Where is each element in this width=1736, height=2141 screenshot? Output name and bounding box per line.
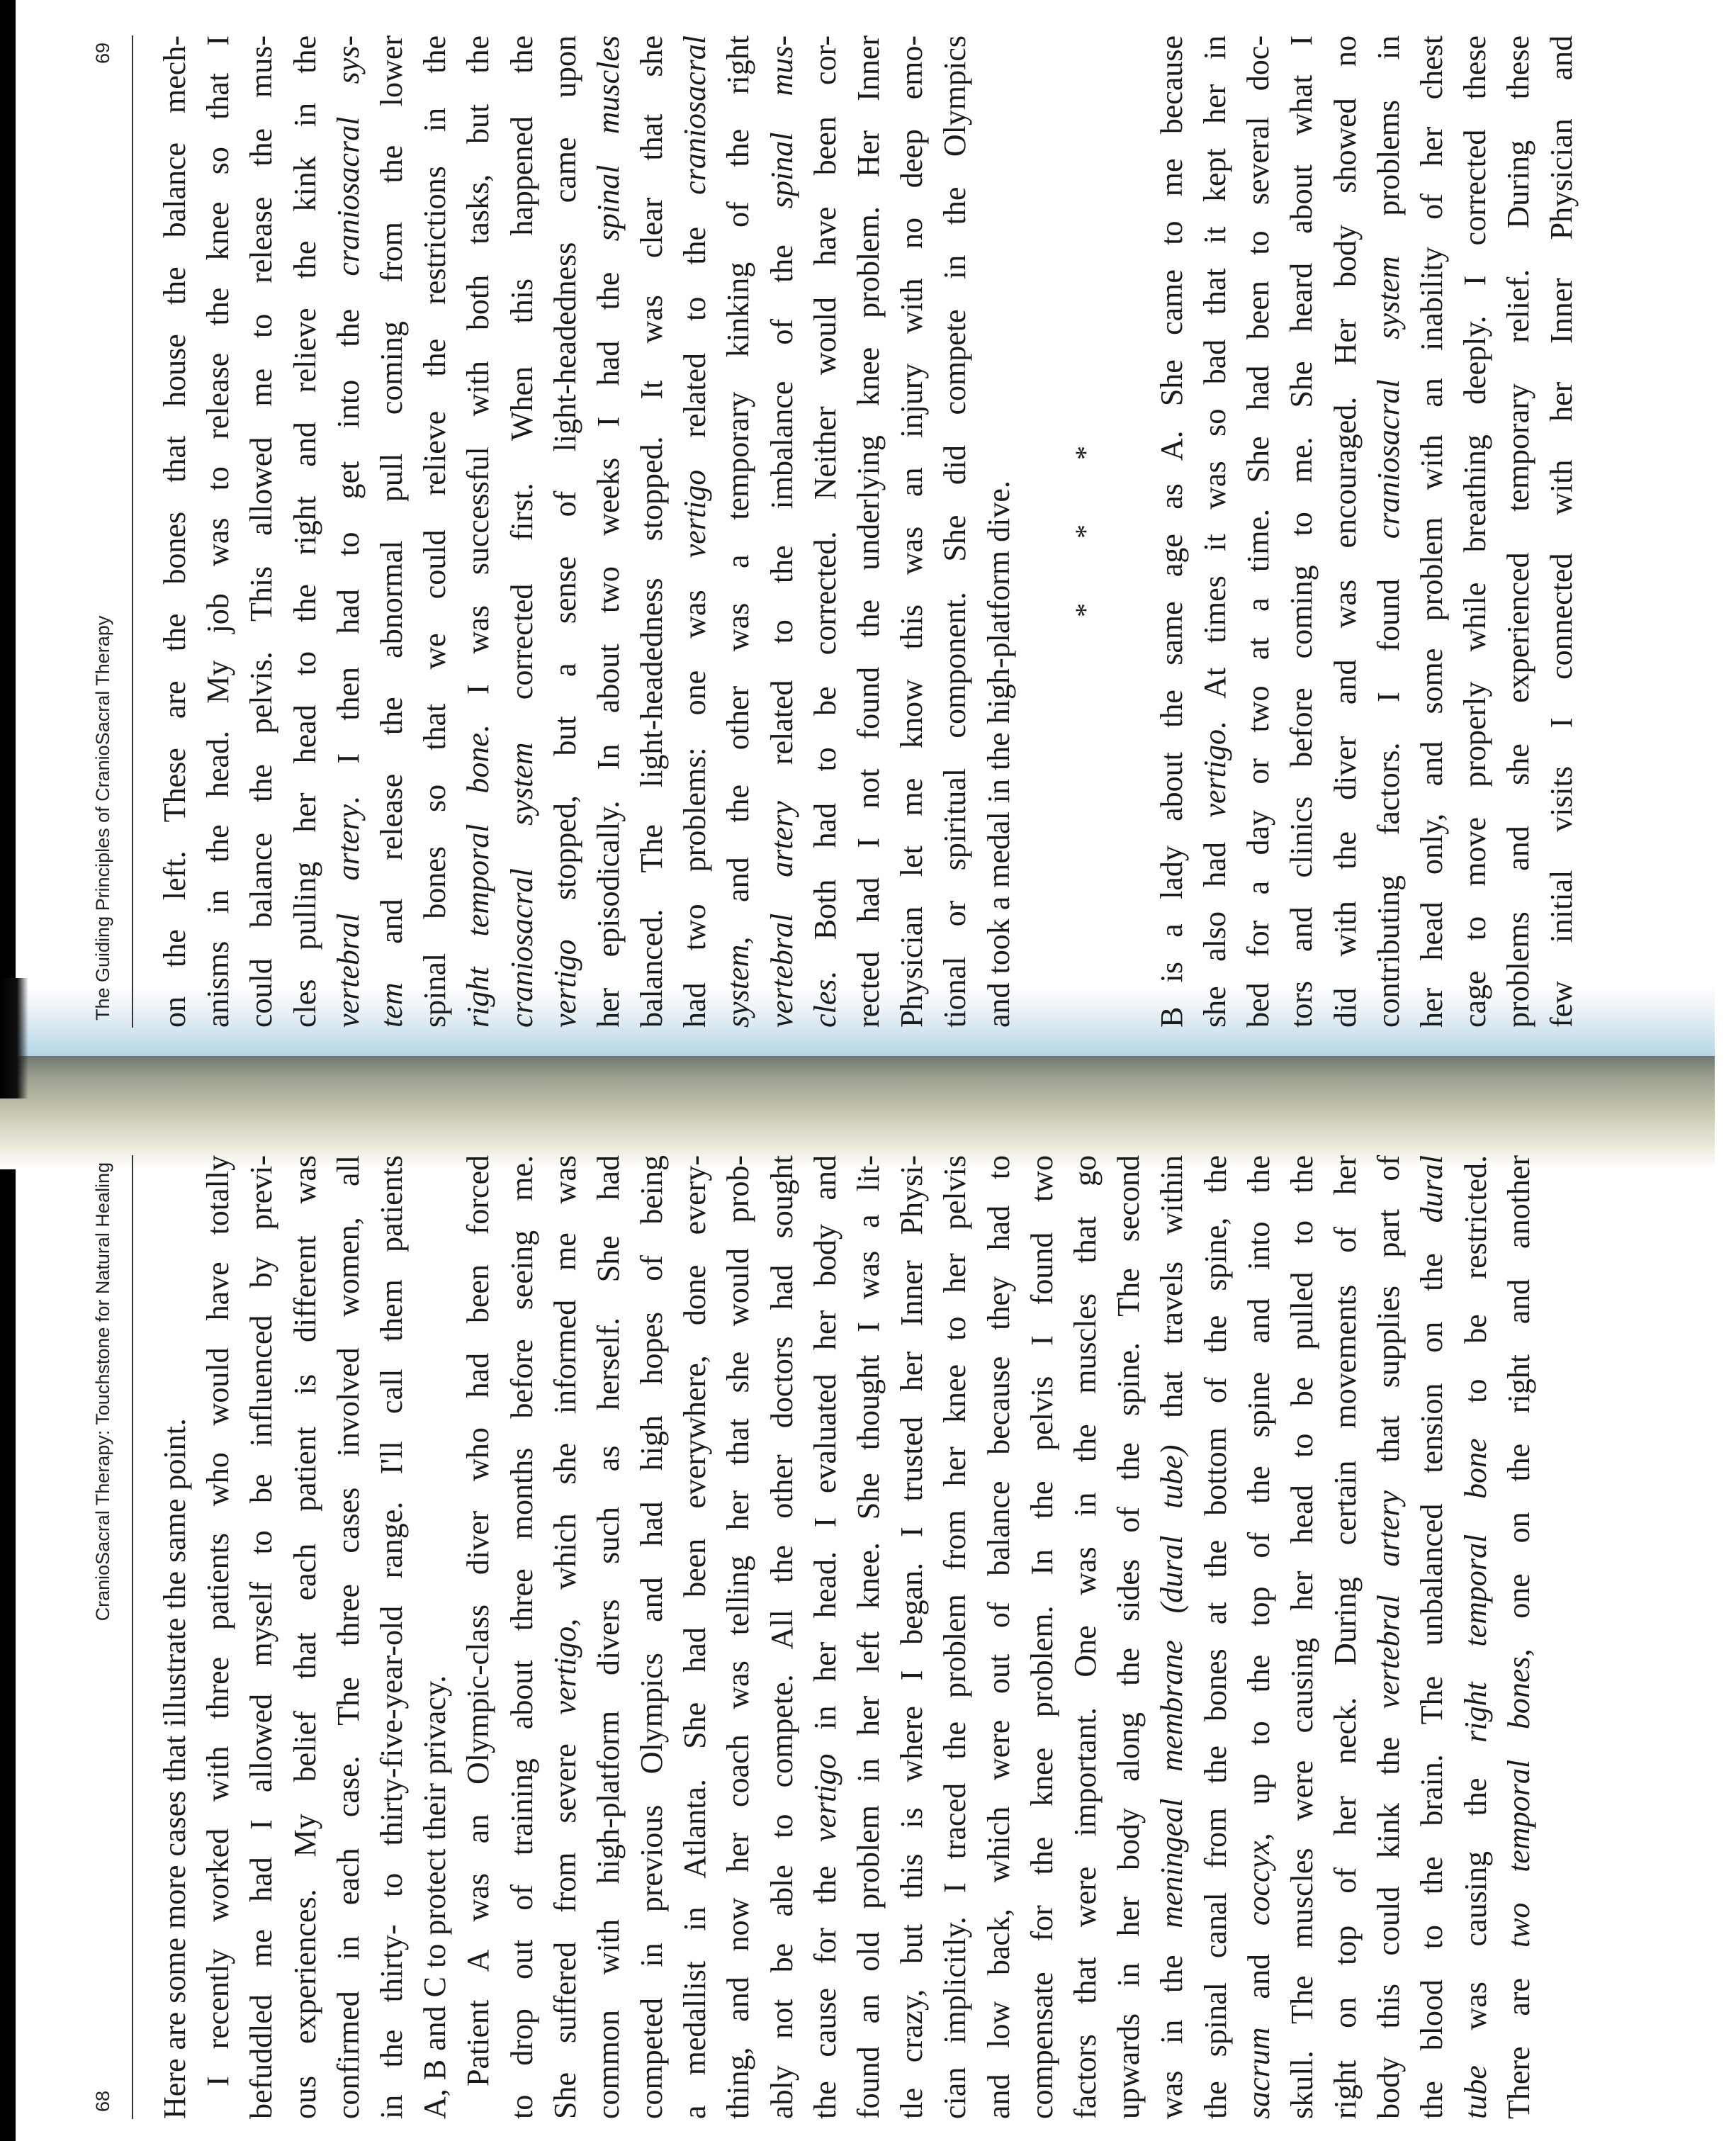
gutter-shadow-bottom bbox=[0, 1056, 1715, 1169]
running-head-left bbox=[92, 1155, 128, 2119]
text-line: B is a lady about the same age as A. She came to me because bbox=[1154, 35, 1189, 1028]
text-line: few initial visits I connected with her Inner Physician and bbox=[1544, 35, 1579, 1028]
gutter-dark-edge bbox=[0, 978, 28, 1098]
text-line: thing, and now her coach was telling her that she would prob- bbox=[721, 1155, 756, 2119]
text-line: tem and release the abnormal pull coming from the lower bbox=[373, 35, 409, 1028]
text-line: vertebral artery related to the imbalance of the spinal mus- bbox=[764, 35, 799, 1028]
text-line: right temporal bone. I was successful with both tasks, but the bbox=[461, 35, 496, 1028]
body-text bbox=[153, 35, 1584, 1028]
text-line: she also had vertigo. At times it was so bad that it kept her in bbox=[1197, 35, 1232, 1028]
text-line: and low back, which were out of balance because they had to bbox=[981, 1155, 1016, 2119]
text-line: ous experiences. My belief that each patient is different was bbox=[287, 1155, 322, 2119]
text-line: competed in previous Olympics and had high hopes of being bbox=[634, 1155, 670, 2119]
text-line: on the left. These are the bones that house the balance mech- bbox=[157, 35, 192, 1028]
text-line: spinal bones so that we could relieve the restrictions in the bbox=[417, 35, 453, 1028]
text-line: A, B and C to protect their privacy. bbox=[417, 1675, 453, 2119]
running-head-title: CranioSacral Therapy: Touchstone for Natural Healing bbox=[92, 1162, 113, 1622]
text-line: her episodically. In about two weeks I had the spinal muscles bbox=[590, 35, 626, 1028]
section-separator: * * * bbox=[1069, 417, 1101, 617]
page-number: 68 bbox=[92, 2090, 113, 2112]
text-line: cage to move properly while breathing deeply. I corrected these bbox=[1458, 35, 1493, 1028]
text-line: anisms in the head. My job was to release the knee so that I bbox=[201, 35, 236, 1028]
text-line: tle crazy, but this is where I began. I trusted her Inner Physi- bbox=[894, 1155, 930, 2119]
text-line: tors and clinics before coming to me. She heard about what I bbox=[1284, 35, 1319, 1028]
page-68 bbox=[92, 1155, 1672, 2119]
text-line: to drop out of training about three months before seeing me. bbox=[504, 1155, 539, 2119]
text-line: Physician let me know this was an injury with no deep emo- bbox=[894, 35, 930, 1028]
text-line: Here are some more cases that illustrate the same point. bbox=[157, 1418, 192, 2119]
body-text bbox=[153, 1155, 1540, 2119]
text-line: a medallist in Atlanta. She had been everywhere, done every- bbox=[677, 1155, 713, 2119]
text-line: skull. The muscles were causing her head to be pulled to the bbox=[1284, 1155, 1319, 2119]
text-line: common with high-platform divers such as herself. She had bbox=[590, 1155, 626, 2119]
text-line: upwards in her body along the sides of the spine. The second bbox=[1111, 1155, 1146, 2119]
text-line: in the thirty- to thirty-five-year-old range. I'll call them patients bbox=[373, 1155, 409, 2119]
text-line: body this could kink the vertebral artery that supplies part of bbox=[1371, 1155, 1407, 2119]
text-line: right on top of her neck. During certain movements of her bbox=[1328, 1155, 1363, 2119]
text-line: craniosacral system corrected first. When this happened the bbox=[504, 35, 539, 1028]
text-line: was in the meningeal membrane (dural tube) that travels within bbox=[1154, 1155, 1190, 2119]
text-line: the blood to the brain. The unbalanced tension on the dural bbox=[1414, 1155, 1450, 2119]
text-line: tional or spiritual component. She did compete in the Olympics bbox=[937, 35, 973, 1028]
text-line: problems and she experienced temporary relief. During these bbox=[1501, 35, 1536, 1028]
text-line: factors that were important. One was in the muscles that go bbox=[1067, 1155, 1103, 2119]
text-line: Patient A was an Olympic-class diver who had been forced bbox=[461, 1155, 496, 2086]
text-line: tube was causing the right temporal bone to be restricted. bbox=[1458, 1155, 1493, 2119]
header-rule bbox=[132, 35, 133, 1028]
header-rule bbox=[132, 1155, 133, 2119]
text-line: compensate for the knee problem. In the pelvis I found two bbox=[1024, 1155, 1059, 2119]
text-line: could balance the pelvis. This allowed me to release the mus- bbox=[244, 35, 279, 1028]
text-line: cian implicitly. I traced the problem from her knee to her pelvis bbox=[937, 1155, 973, 2119]
text-line: ably not be able to compete. All the other doctors had sought bbox=[764, 1155, 799, 2119]
page-69 bbox=[92, 35, 1672, 1028]
running-head-title: The Guiding Principles of CranioSacral Therapy bbox=[92, 615, 113, 1021]
text-line: balanced. The light-headedness stopped. It was clear that she bbox=[634, 35, 670, 1028]
text-line: I recently worked with three patients who would have totally bbox=[201, 1155, 236, 2086]
text-line: vertebral artery. I then had to get into the craniosacral sys- bbox=[330, 35, 366, 1028]
text-line: She suffered from severe vertigo, which she informed me was bbox=[547, 1155, 582, 2119]
text-line: system, and the other was a temporary kinking of the right bbox=[721, 35, 756, 1028]
text-line: her head only, and some problem with an inability of her chest bbox=[1414, 35, 1449, 1028]
text-line: and took a medal in the high-platform dive. bbox=[981, 481, 1016, 1028]
text-line: befuddled me had I allowed myself to be influenced by previ- bbox=[244, 1155, 279, 2119]
text-line: sacrum and coccyx, up to the top of the spine and into the bbox=[1241, 1155, 1276, 2119]
page-number: 69 bbox=[92, 43, 113, 64]
text-line: There are two temporal bones, one on the right and another bbox=[1501, 1155, 1536, 2119]
text-line: the spinal canal from the bones at the bottom of the spine, the bbox=[1197, 1155, 1233, 2119]
text-line: vertigo stopped, but a sense of light-headedness came upon bbox=[547, 35, 582, 1028]
text-line: had two problems: one was vertigo related to the craniosacral bbox=[677, 35, 713, 1028]
text-line: contributing factors. I found craniosacral system problems in bbox=[1370, 35, 1406, 1028]
text-line: confirmed in each case. The three cases involved women, all bbox=[330, 1155, 366, 2119]
text-line: rected had I not found the underlying knee problem. Her Inner bbox=[851, 35, 886, 1028]
text-line: cles pulling her head to the right and relieve the kink in the bbox=[287, 35, 322, 1028]
text-line: did with the diver and was encouraged. Her body showed no bbox=[1327, 35, 1363, 1028]
text-line: cles. Both had to be corrected. Neither would have been cor- bbox=[807, 35, 842, 1028]
text-line: bed for a day or two at a time. She had been to several doc- bbox=[1241, 35, 1276, 1028]
running-head-right bbox=[92, 35, 128, 1028]
text-line: found an old problem in her left knee. She thought I was a lit- bbox=[851, 1155, 886, 2119]
text-line: the cause for the vertigo in her head. I evaluated her body and bbox=[807, 1155, 842, 2119]
